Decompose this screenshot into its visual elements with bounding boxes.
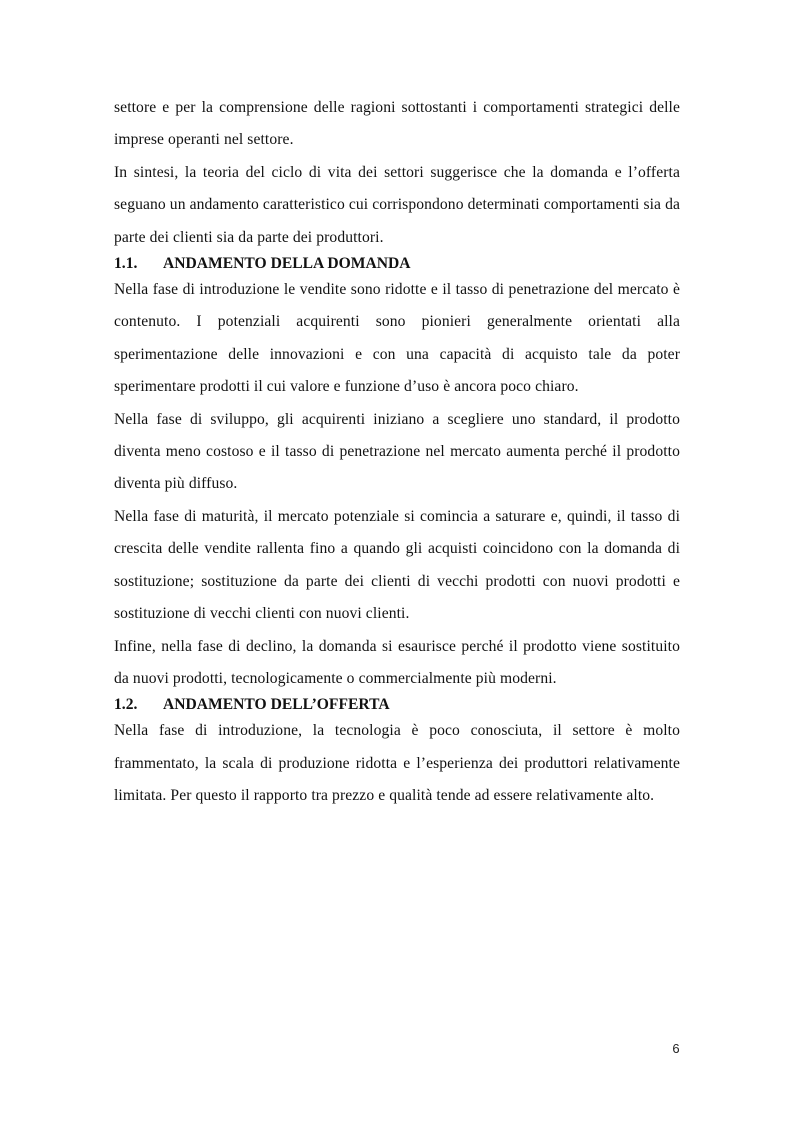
intro-paragraph-2: In sintesi, la teoria del ciclo di vita dei settori suggerisce che la domanda e l’offerta seguano un andamento caratteristico cui corrispondono determinati comportamenti sia da parte dei clienti sia da parte dei produttori. (114, 163, 680, 246)
section-title: ANDAMENTO DELL’OFFERTA (163, 696, 390, 714)
section-number: 1.2. (114, 696, 138, 714)
section-number: 1.1. (114, 255, 138, 273)
domanda-paragraph-2: Nella fase di sviluppo, gli acquirenti iniziano a scegliere uno standard, il prodotto diventa meno costoso e il tasso di penetrazione nel mercato aumenta perché il prodotto diventa più diffuso. (114, 410, 680, 493)
domanda-paragraph-3: Nella fase di maturità, il mercato potenziale si comincia a saturare e, quindi, il tasso di crescita delle vendite rallenta fino a quando gli acquisti coincidono con la domanda di sostituzione; sostituzione da parte dei clienti di vecchi prodotti con nuovi prodotti e sostituzione di vecchi clienti con nuovi clienti. (114, 507, 680, 623)
intro-paragraph-1: settore e per la comprensione delle ragioni sottostanti i comportamenti strategici delle imprese operanti nel settore. (114, 99, 680, 149)
section-title: ANDAMENTO DELLA DOMANDA (163, 255, 411, 273)
domanda-paragraph-1: Nella fase di introduzione le vendite sono ridotte e il tasso di penetrazione del mercato è contenuto. I potenziali acquirenti sono pionieri generalmente orientati alla sperimentazione delle innovazioni e con una capacità di acquisto tale da poter sperimentare prodotti il cui valore e funzione d’uso è ancora poco chiaro. (114, 281, 680, 396)
domanda-paragraph-4: Infine, nella fase di declino, la domanda si esaurisce perché il prodotto viene sostituito da nuovi prodotti, tecnologicamente o commercialmente più moderni. (114, 637, 680, 687)
section-heading-domanda (114, 254, 680, 274)
offerta-paragraph-1: Nella fase di introduzione, la tecnologia è poco conosciuta, il settore è molto frammentato, la scala di produzione ridotta e l’esperienza dei produttori relativamente limitata. Per questo il rapporto tra prezzo e qualità tende ad essere relativamente alto. (114, 722, 680, 805)
document-page (114, 92, 680, 813)
page-number: 6 (672, 1041, 680, 1056)
section-heading-offerta (114, 695, 680, 715)
